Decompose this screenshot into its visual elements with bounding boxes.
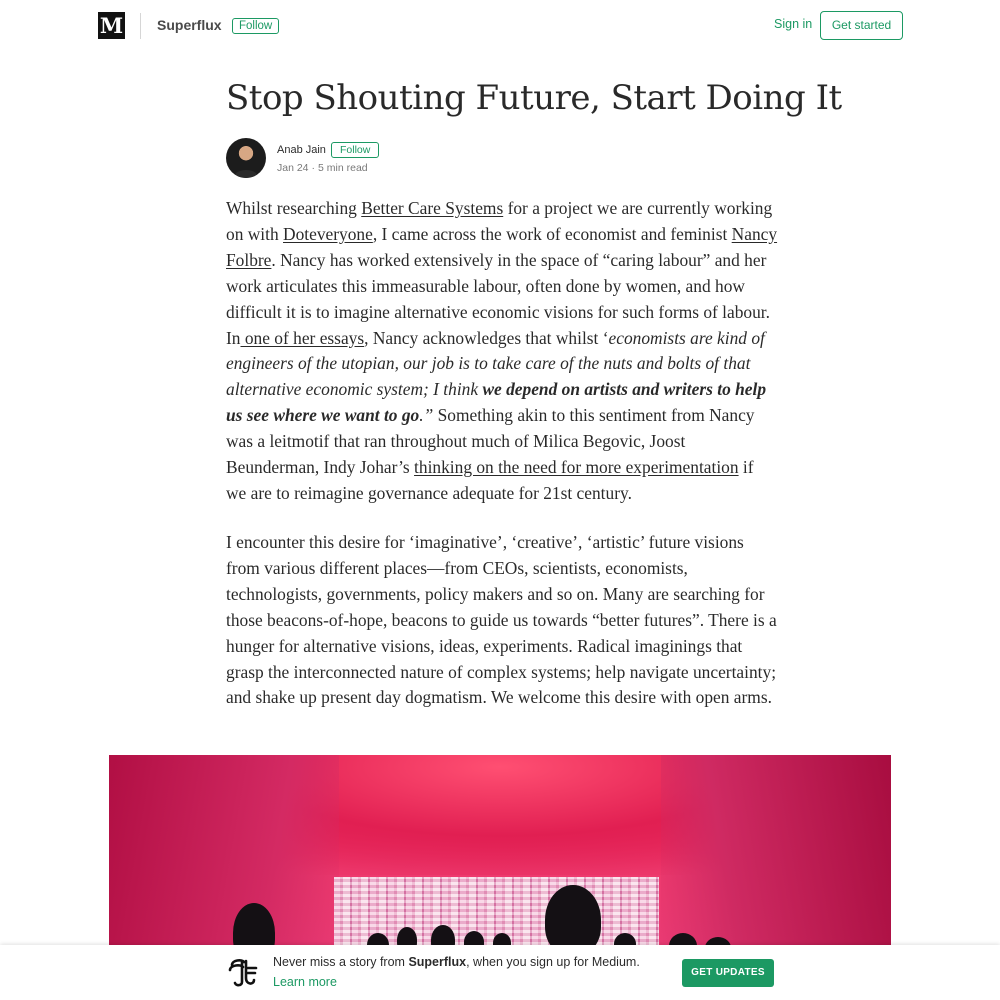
audience-silhouette (545, 885, 601, 945)
banner-text-span: , when you sign up for Medium. (466, 955, 640, 969)
text-span: , Nancy acknowledges that whilst ‘ (364, 327, 609, 348)
article-paragraph-2: I encounter this desire for ‘imaginative’, ‘creative’, ‘artistic’ future visions from various different places—from CEOs, scientists, economists, technologists, governments, policy makers and so on. Many are searching for those beacons-of-hope, beacons to guide us towards “better futures”. There is a hunger for alternative visions, ideas, experiments. Radical imaginings that grasp the interconnected nature of complex systems; help navigate uncertainty; and shake up present day dogmatism. We welcome this desire with open arms. (226, 532, 777, 708)
top-navigation-bar (0, 0, 1000, 52)
text-span: Something akin to this sentiment from Nancy was a leitmotif that ran throughout much of Milica Begovic, Joost Beunderman, Indy Johar’s (226, 405, 755, 478)
meta-separator: · (311, 162, 316, 174)
banner-text-span: Never miss a story from (273, 955, 409, 969)
author-follow-button[interactable]: Follow (331, 142, 379, 158)
get-started-button[interactable]: Get started (820, 11, 903, 40)
author-avatar[interactable] (226, 138, 266, 178)
doteveryone-link[interactable]: Doteveryone (283, 223, 373, 244)
article-meta (277, 162, 368, 174)
text-span: , I came across the work of economist and feminist (372, 223, 732, 244)
header-divider (140, 13, 141, 39)
superflux-logo-icon[interactable] (226, 956, 258, 988)
signup-banner (0, 945, 1000, 1000)
text-span: Whilst researching (226, 198, 362, 218)
hero-left-wall (109, 755, 339, 945)
experimentation-link[interactable]: thinking on the need for more experimentation (414, 457, 739, 478)
author-name[interactable]: Anab Jain (277, 144, 326, 156)
italic-quote-end: .” (419, 405, 434, 426)
publish-date: Jan 24 (277, 162, 309, 174)
publication-follow-button[interactable]: Follow (232, 18, 279, 34)
article-paragraph-1 (226, 196, 778, 507)
text-span: for a project we are currently working on with (226, 198, 773, 244)
sign-in-link[interactable]: Sign in (774, 17, 813, 31)
essay-link[interactable]: one of her essays (240, 327, 365, 348)
read-time: 5 min read (318, 162, 368, 174)
article-title: Stop Shouting Future, Start Doing It (226, 78, 842, 118)
hero-right-wall (661, 755, 891, 945)
bold-italic-quote: we depend on artists and writers to help us see where we want to go (226, 379, 767, 426)
article-hero-image (109, 755, 891, 945)
text-span: . Nancy has worked extensively in the space of “caring labour” and her work articulates this immeasurable labour, often done by women, and how difficult it is to imagine alternative economic visions for such forms of labour. In (226, 249, 770, 348)
learn-more-link[interactable]: Learn more (273, 975, 337, 989)
medium-logo[interactable]: M (99, 13, 124, 38)
italic-quote: economists are kind of engineers of the utopian, our job is to take care of the nuts and bolts of that alternative economic system; I think (226, 327, 765, 400)
banner-publication-name: Superflux (408, 955, 467, 969)
nancy-folbre-link[interactable]: Nancy Folbre (226, 223, 778, 270)
better-care-systems-link[interactable]: Better Care Systems (361, 198, 504, 218)
banner-message (273, 955, 640, 969)
text-span: if we are to reimagine governance adequate for 21st century. (226, 457, 754, 503)
get-updates-button[interactable]: GET UPDATES (682, 959, 774, 987)
publication-name[interactable]: Superflux (157, 17, 222, 33)
